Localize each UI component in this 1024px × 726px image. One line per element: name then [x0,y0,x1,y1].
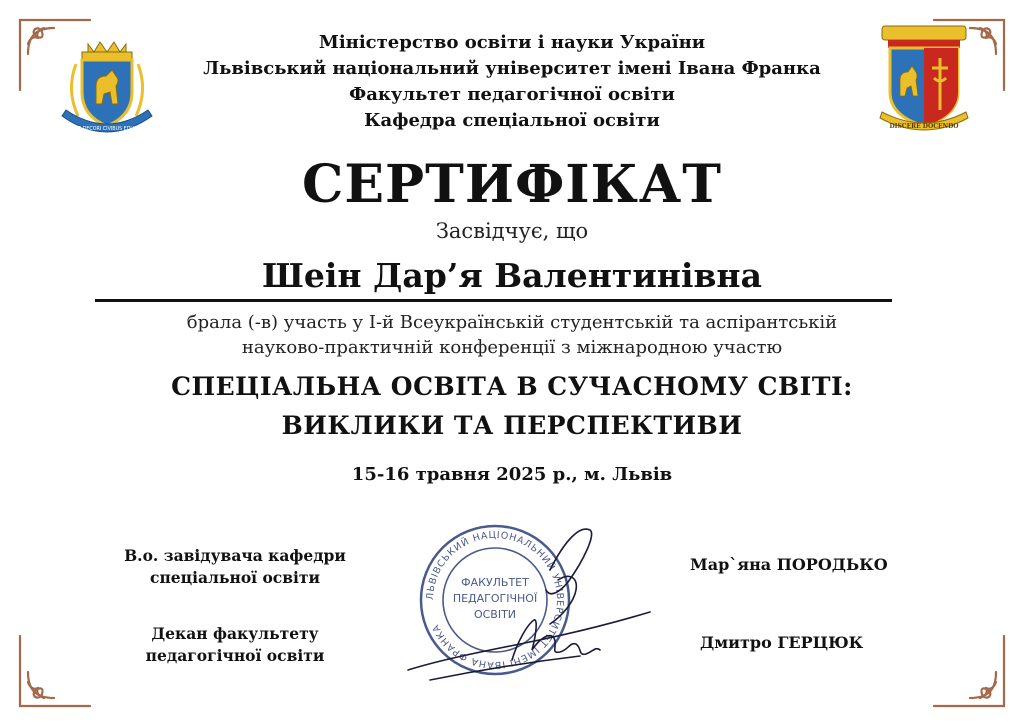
stamp-center-line-3: ОСВІТИ [473,608,517,621]
signatory-1-name: Мар`яна ПОРОДЬКО [690,555,888,574]
stamp-center-line-1: ФАКУЛЬТЕТ [461,576,529,589]
handwritten-signature [400,520,660,690]
signatory-2-role-line-1: Декан факультету [151,624,319,643]
faculty-line: Факультет педагогічної освіти [349,84,675,105]
signatory-2-name: Дмитро ГЕРЦЮК [700,633,864,652]
participation-line-2: науково-практичній конференції з міжнародною участю [241,337,783,358]
ministry-line: Міністерство освіти і науки України [318,32,706,53]
signatory-1-role-line-2: спеціальної освіти [150,568,320,587]
recipient-name: Шеін Дар’я Валентинівна [262,256,762,295]
conference-date: 15-16 травня 2025 р., м. Львів [351,464,673,485]
left-emblem-ribbon-text: PATRIAE DECORI CIVIBUS EDUCANDIS [61,127,153,132]
stamp-ring-text: ЛЬВІВСЬКИЙ НАЦІОНАЛЬНИЙ УНІВЕРСИТЕТ ІМЕНІ ІВАНА ФРАНКА [424,529,566,671]
signatory-2-role [110,623,360,667]
corner-ornament-bottom-right [930,632,1010,712]
department-line: Кафедра спеціальної освіти [364,110,660,131]
signatory-2-role-line-2: педагогічної освіти [145,646,325,665]
university-line: Львівський національний університет імені Івана Франка [203,58,821,79]
corner-ornament-bottom-left [14,632,94,712]
signatory-1-role-line-1: В.о. завідувача кафедри [124,546,346,565]
conference-title-line-2: ВИКЛИКИ ТА ПЕРСПЕКТИВИ [281,411,743,440]
participation-line-1: брала (-в) участь у І-й Всеукраїнській студентській та аспірантській [186,312,838,333]
stamp-center-line-2: ПЕДАГОГІЧНОЇ [452,592,538,605]
conference-title-line-1: СПЕЦІАЛЬНА ОСВІТА В СУЧАСНОМУ СВІТІ: [171,372,853,401]
signatory-1-role [110,545,360,589]
certifies-text: Засвідчує, що [435,219,589,243]
name-underline [95,299,892,302]
certificate-title: СЕРТИФІКАТ [302,154,722,215]
right-emblem-ribbon-text: DISCERE DOCENDO [889,123,959,130]
